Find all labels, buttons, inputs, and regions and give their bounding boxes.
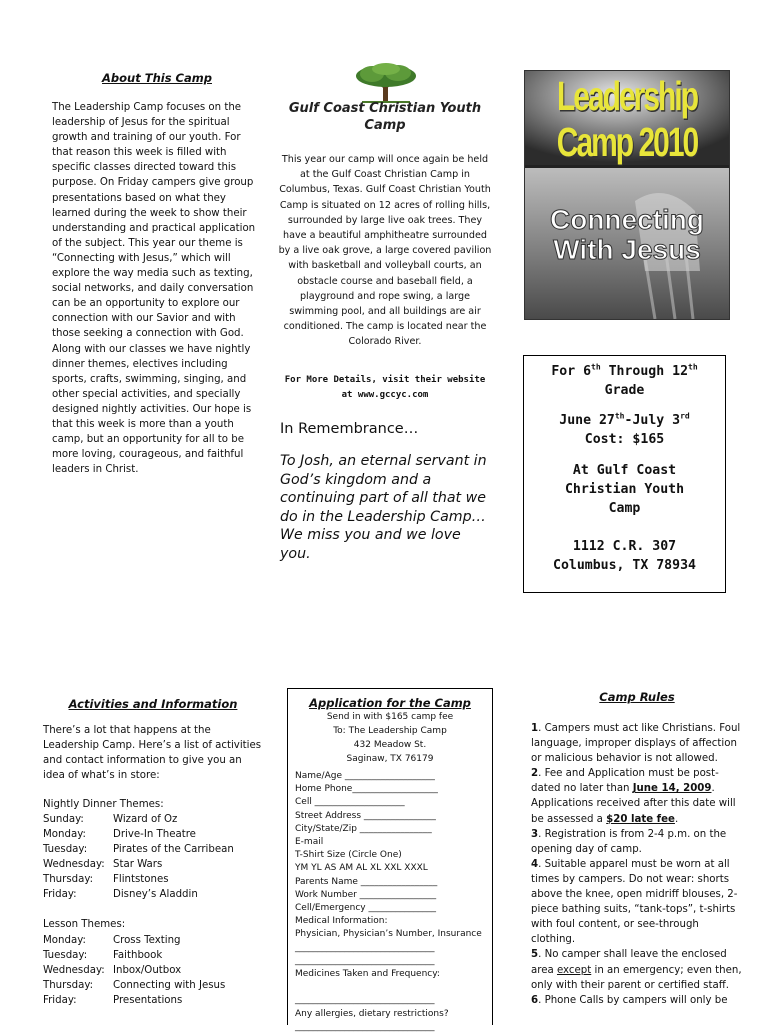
form-field[interactable]: Cell ____________________ [295,797,405,808]
lesson-list [43,933,263,1008]
form-field[interactable]: Cell/Emergency _______________ [295,903,436,914]
form-field[interactable]: E-mail [295,837,324,848]
rule-2: 2. Fee and Application must be post-dated no later than June 14, 2009. Applications received after this date will be assessed a $20 late fee. [531,768,736,825]
form-field[interactable]: Name/Age ____________________ [295,771,435,781]
rule-5: 5. No camper shall leave the enclosed area except in an emergency; even then, only with their parent or certified staff. [531,949,742,991]
rule-1: 1. Campers must act like Christians. Foul language, improper displays of affection or malicious behavior is not allowed. [531,723,741,765]
form-field[interactable]: _______________________________ [295,1021,435,1032]
dates: June 27th-July 3rd [559,411,690,428]
rules-section [531,690,743,1008]
rules-heading: Camp Rules [599,690,675,704]
lesson-row-day: Tuesday: [43,949,88,961]
application-city: Saginaw, TX 76179 [346,754,434,764]
dinner-row [43,812,263,827]
dinner-list [43,812,263,902]
lesson-row [43,963,263,978]
rule-4: 4. Suitable apparel must be worn at all times by campers. Do not wear: shorts above the knee, open midriff blouses, 2-piece bathing suits, “tank-tops”, t-shirts with foul content, or see-through clothing. [531,858,738,946]
dinner-row-theme: Wizard of Oz [113,814,178,826]
form-field[interactable]: City/State/Zip ________________ [295,823,432,834]
remembrance-heading: In Remembrance… [280,421,419,437]
application-street: 432 Meadow St. [353,740,427,750]
cover-subtitle [525,205,729,265]
camp-location-description: This year our camp will once again be held at the Gulf Coast Christian Camp in Columbus, Texas. Gulf Coast Christian Youth Camp is situated on 12 acres of rolling hills, surrounded by large live oak trees. They have a beautiful amphitheatre surrounded by a live oak grove, a large covered pavilion with basketball and volleyball courts, an obstacle course and baseball field, a playground and rope swing, a large swimming pool, and all buildings are air conditioned. The camp is located near the Colorado River. [278,154,492,348]
location: At Gulf Coast Christian Youth Camp [564,463,685,516]
form-field[interactable]: Any allergies, dietary restrictions? [295,1008,449,1019]
lesson-heading: Lesson Themes: [43,919,126,931]
form-field[interactable] [295,981,492,994]
activities-intro: There’s a lot that happens at the Leadership Camp. Here’s a list of activities and contact information to give you an idea of what’s in store: [43,725,262,782]
rules-list [531,721,743,1008]
lesson-row-day: Monday: [43,934,86,946]
activities-section [43,697,263,1008]
address-line2: Columbus, TX 78934 [553,558,696,573]
lesson-row [43,978,263,993]
dinner-heading: Nightly Dinner Themes: [43,799,164,811]
form-field[interactable]: Parents Name _________________ [295,876,438,887]
lesson-row [43,993,263,1008]
cover-title: Leadership Camp 2010 [556,75,698,166]
dinner-row-theme: Flintstones [113,874,169,886]
about-heading: About This Camp [102,71,212,85]
info-box [523,355,726,593]
dinner-row [43,827,263,842]
form-field[interactable]: _______________________________ [295,942,435,953]
application-heading: Application for the Camp [309,696,471,710]
cover-image [524,70,730,320]
dinner-row-day: Sunday: [43,814,84,826]
rule-3: 3. Registration is from 2-4 p.m. on the opening day of camp. [531,828,727,855]
lesson-row-theme: Inbox/Outbox [113,964,182,976]
form-field[interactable]: _______________________________ [295,995,435,1006]
lesson-row-theme: Faithbook [113,949,163,961]
application-fields [288,770,492,1034]
lesson-row-day: Wednesday: [43,964,105,976]
dinner-row [43,842,263,857]
lesson-row-theme: Connecting with Jesus [113,979,226,991]
dinner-row [43,857,263,872]
org-title: Gulf Coast Christian Youth Camp [288,101,482,133]
form-field[interactable]: Medical Information: [295,916,388,927]
cover-subtitle-line2: With Jesus [553,234,701,265]
grade-line: For 6th Through 12th [551,362,698,379]
form-field[interactable]: _______________________________ [295,955,435,966]
tree-logo-icon [352,62,420,104]
activities-heading: Activities and Information [68,697,238,711]
grade-line2: Grade [604,383,645,398]
form-field[interactable]: Home Phone___________________ [295,784,438,795]
form-field[interactable]: Work Number _________________ [295,889,437,900]
application-form [287,688,493,1032]
dinner-row-day: Wednesday: [43,859,105,871]
dinner-row-theme: Pirates of the Carribean [113,844,234,856]
cost: Cost: $165 [584,432,665,447]
lesson-row [43,933,263,948]
form-field[interactable]: YM YL AS AM AL XL XXL XXXL [295,863,428,874]
form-field[interactable]: Street Address ________________ [295,810,436,821]
dinner-row-day: Monday: [43,829,86,841]
remembrance-body: To Josh, an eternal servant in God’s kingdom and a continuing part of all that we do in the Leadership Camp… We miss you and we love you. [280,453,487,562]
dinner-row-theme: Drive-In Theatre [113,829,196,841]
about-body: The Leadership Camp focuses on the leadership of Jesus for the spiritual growth and training of our youth. For that reason this week is filled with specific classes directed toward this purpose. On Friday campers give group presentations based on what they learned during the week to show their understanding and practical application of the subject. This year our theme is “Connecting with Jesus,” which will explore the way media such as texting, social networks, and daily conversation can be an opportunity to explore our connection with our Savior and with those seeking a connection with God. Along with our classes we have nightly dinner themes, electives including sports, crafts, swimming, singing, and other special activities, and specially designed nightly activities. Our hope is that this week is more than a youth camp, but an opportunity for all to be more loving, courageous, and faithful leaders in Christ. [52,102,256,476]
form-field[interactable]: T-Shirt Size (Circle One) [295,850,402,861]
lesson-row-day: Thursday: [43,979,94,991]
lesson-row-theme: Cross Texting [113,934,181,946]
address-line1: 1112 C.R. 307 [572,539,677,554]
dinner-row [43,887,263,902]
form-field[interactable]: Medicines Taken and Frequency: [295,969,440,980]
cover-subtitle-line1: Connecting [550,204,704,235]
dinner-row [43,872,263,887]
dinner-row-day: Tuesday: [43,844,88,856]
dinner-row-theme: Star Wars [113,859,163,871]
dinner-row-day: Friday: [43,889,77,901]
lesson-row [43,948,263,963]
lesson-row-day: Friday: [43,994,77,1006]
application-to: To: The Leadership Camp [333,726,447,736]
dinner-row-theme: Disney’s Aladdin [113,889,198,901]
rule-6: 6. Phone Calls by campers will only be [531,994,728,1006]
dinner-row-day: Thursday: [43,874,94,886]
lesson-row-theme: Presentations [113,994,183,1006]
form-field[interactable]: Physician, Physician’s Number, Insurance [295,929,482,940]
application-send: Send in with $165 camp fee [326,712,454,722]
more-details: For More Details, visit their website at www.gccyc.com [284,375,486,400]
